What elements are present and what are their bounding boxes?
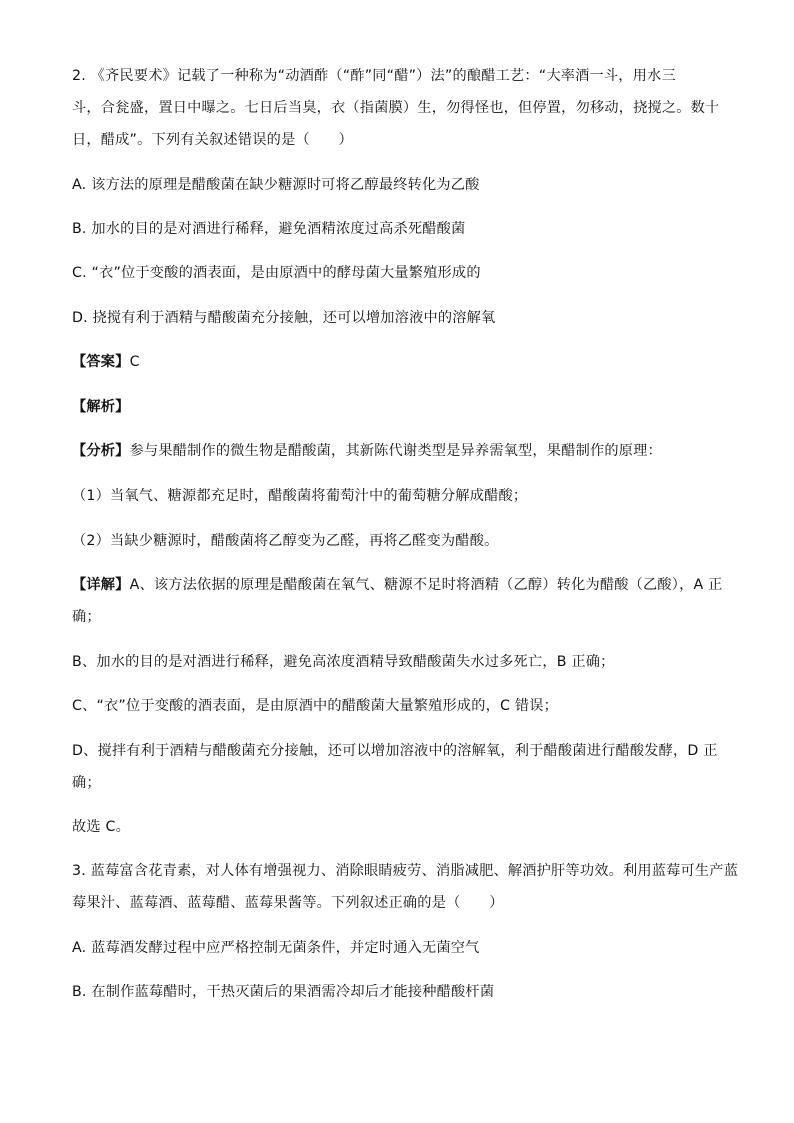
q3-stem-line-2: 莓果汁、蓝莓酒、蓝莓醋、蓝莓果酱等。下列叙述正确的是（ ） <box>72 895 504 911</box>
q2-fenxi-point-2: （2）当缺少糖源时，醋酸菌将乙醇变为乙醛，再将乙醛变为醋酸。 <box>72 533 499 549</box>
answer-value: C <box>129 354 140 370</box>
q3-option-a: A. 蓝莓酒发酵过程中应严格控制无菌条件，并定时通入无菌空气 <box>72 940 480 956</box>
xiangjie-tag: 【详解】 <box>72 577 130 593</box>
q2-xiangjie-conclusion: 故选 C。 <box>72 819 130 835</box>
q2-stem-line-3: 日，醋成”。下列有关叙述错误的是（ ） <box>72 132 353 148</box>
q2-fenxi-point-1: （1）当氧气、糖源都充足时，醋酸菌将葡萄汁中的葡萄糖分解成醋酸； <box>72 488 528 504</box>
q3-option-b: B. 在制作蓝莓醋时，干热灭菌后的果酒需冷却后才能接种醋酸杆菌 <box>72 984 495 1000</box>
q2-answer <box>72 352 140 372</box>
q2-xiangjie-line-5: D、搅拌有利于酒精与醋酸菌充分接触，还可以增加溶液中的溶解氧，利于醋酸菌进行醋酸发酵，D 正 <box>72 743 718 759</box>
q2-option-b: B. 加水的目的是对酒进行稀释，避免酒精浓度过高杀死醋酸菌 <box>72 221 466 237</box>
answer-tag: 【答案】 <box>72 354 130 370</box>
q2-analysis-tag: 【解析】 <box>72 399 130 415</box>
q2-xiangjie-line-2: 确； <box>72 609 101 625</box>
q2-fenxi <box>72 441 662 461</box>
fenxi-text: 参与果醋制作的微生物是醋酸菌，其新陈代谢类型是异养需氧型，果醋制作的原理： <box>129 443 662 459</box>
q3-stem-line-1: 3. 蓝莓富含花青素，对人体有增强视力、消除眼睛疲劳、消脂减肥、解酒护肝等功效。利用蓝莓可生产蓝 <box>72 863 739 879</box>
q2-xiangjie-line-6: 确； <box>72 775 101 791</box>
q2-stem-line-1: 2. 《齐民要术》记载了一种称为“动酒酢（“酢”同“醋”）法”的酿醋工艺：“大率酒一斗，用水三 <box>72 68 676 84</box>
q2-stem-line-2: 斗，合瓮盛，置日中曝之。七日后当臭，衣（指菌膜）生，勿得怪也，但停置，勿移动，挠搅之。数十 <box>72 100 720 116</box>
q2-option-c: C. “衣”位于变酸的酒表面，是由原酒中的酵母菌大量繁殖形成的 <box>72 265 481 281</box>
q2-xiangjie-line-4: C、“衣”位于变酸的酒表面，是由原酒中的醋酸菌大量繁殖形成的，C 错误； <box>72 698 559 714</box>
fenxi-tag: 【分析】 <box>72 443 130 459</box>
xiangjie-text-a: A、该方法依据的原理是醋酸菌在氧气、糖源不足时将酒精（乙醇）转化为醋酸（乙酸），A 正 <box>129 577 723 593</box>
q2-xiangjie-line-1 <box>72 575 723 595</box>
q2-xiangjie-line-3: B、加水的目的是对酒进行稀释，避免高浓度酒精导致醋酸菌失水过多死亡，B 正确； <box>72 654 615 670</box>
q2-option-a: A. 该方法的原理是醋酸菌在缺少糖源时可将乙醇最终转化为乙酸 <box>72 177 480 193</box>
q2-option-d: D. 挠搅有利于酒精与醋酸菌充分接触，还可以增加溶液中的溶解氧 <box>72 310 496 326</box>
